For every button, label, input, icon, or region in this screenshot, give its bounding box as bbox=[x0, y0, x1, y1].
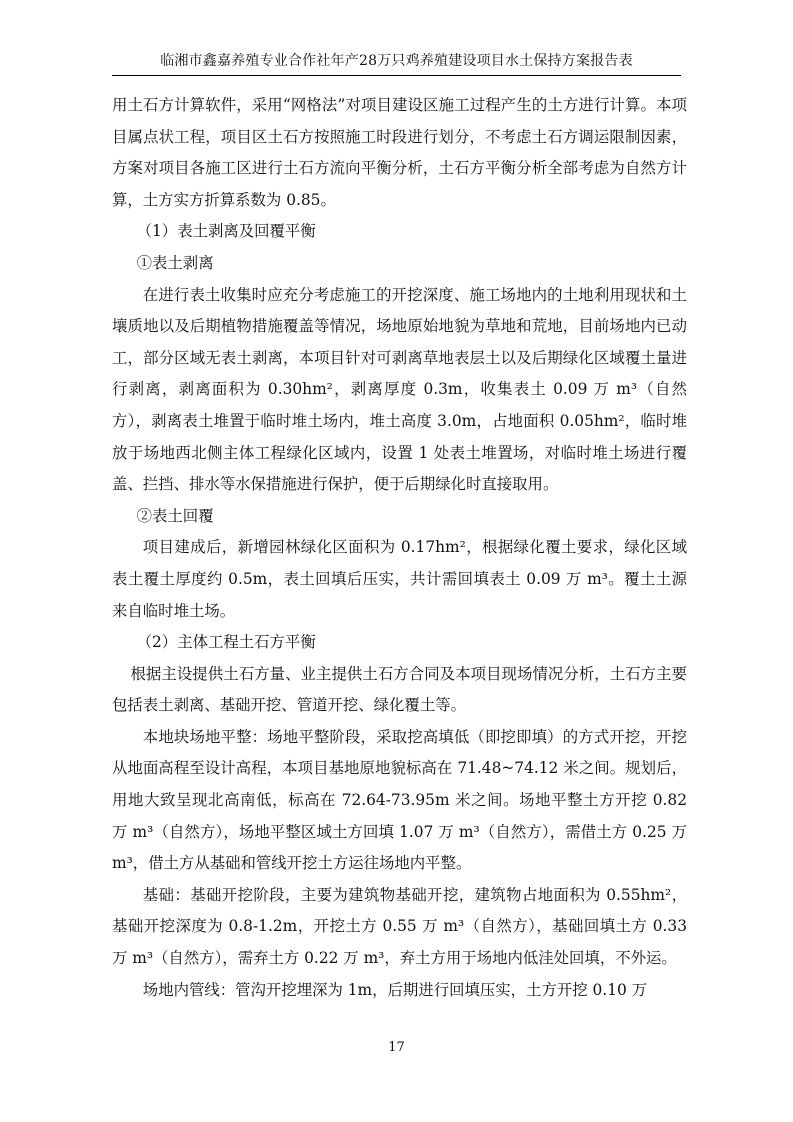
page-number: 17 bbox=[388, 1040, 405, 1055]
section-heading-topsoil-balance: （1）表土剥离及回覆平衡 bbox=[136, 222, 316, 241]
page-header: 临湘市鑫嘉养殖专业合作社年产28万只鸡养殖建设项目水土保持方案报告表 bbox=[112, 50, 681, 76]
paragraph-pipelines: 场地内管线：管沟开挖埋深为 1m，后期进行回填压实，土方开挖 0.10 万 bbox=[142, 980, 648, 999]
paragraph-earthwork-composition: 根据主设提供土石方量、业主提供土石方合同及本项目现场情况分析，土石方主要包括表土剥离、基础开挖、管道开挖、绿化覆土等。 bbox=[112, 664, 687, 715]
paragraph-foundation: 基础：基础开挖阶段，主要为建筑物基础开挖，建筑物占地面积为 0.55hm²，基础开挖深度为 0.8-1.2m，开挖土方 0.55 万 m³（自然方），基础回填土方 0.33 万 m³（自然方），需弃土方 0.22 万 m³，弃土方用于场地内低洼处回填，不外运。 bbox=[112, 885, 687, 968]
paragraph-site-leveling: 本地块场地平整：场地平整阶段，采取挖高填低（即挖即填）的方式开挖，开挖从地面高程至设计高程，本项目基地原地貌标高在 71.48~74.12 米之间。规划后，用地大致呈现北高南低，标高在 72.64-73.95m 米之间。场地平整土方开挖 0.82 万 m³（自然方），场地平整区域土方回填 1.07 万 m³（自然方），需借土方 0.25 万 m³，借土方从基础和管线开挖土方运往场地内平整。 bbox=[112, 727, 687, 873]
paragraph-topsoil-backfill: 项目建成后，新增园林绿化区面积为 0.17hm²，根据绿化覆土要求，绿化区域表土覆土厚度约 0.5m，表土回填后压实，共计需回填表土 0.09 万 m³。覆土土源来自临时堆土场。 bbox=[112, 538, 687, 620]
subheading-topsoil-stripping: ①表土剥离 bbox=[136, 253, 214, 272]
body-text bbox=[112, 90, 687, 1006]
subheading-topsoil-backfill: ②表土回覆 bbox=[136, 506, 214, 525]
paragraph-topsoil-stripping: 在进行表土收集时应充分考虑施工的开挖深度、施工场地内的土地利用现状和土壤质地以及后期植物措施覆盖等情况，场地原始地貌为草地和荒地，目前场地内已动工，部分区域无表土剥离，本项目针对可剥离草地表层土以及后期绿化区域覆土量进行剥离，剥离面积为 0.30hm²，剥离厚度 0.3m，收集表土 0.09 万 m³（自然方），剥离表土堆置于临时堆土场内，堆土高度 3.0m，占地面积 0.05hm²，临时堆放于场地西北侧主体工程绿化区域内，设置 1 处表土堆置场，对临时堆土场进行覆盖、拦挡、排水等水保措施进行保护，便于后期绿化时直接取用。 bbox=[112, 285, 687, 494]
paragraph-earthwork-method: 用土石方计算软件，采用“网格法”对项目建设区施工过程产生的土方进行计算。本项目属点状工程，项目区土石方按照施工时段进行划分，不考虑土石方调运限制因素，方案对项目各施工区进行土石方流向平衡分析，土石方平衡分析全部考虑为自然方计算，土方实方折算系数为 0.85。 bbox=[112, 96, 687, 209]
section-heading-main-works-balance: （2）主体工程土石方平衡 bbox=[136, 633, 316, 652]
